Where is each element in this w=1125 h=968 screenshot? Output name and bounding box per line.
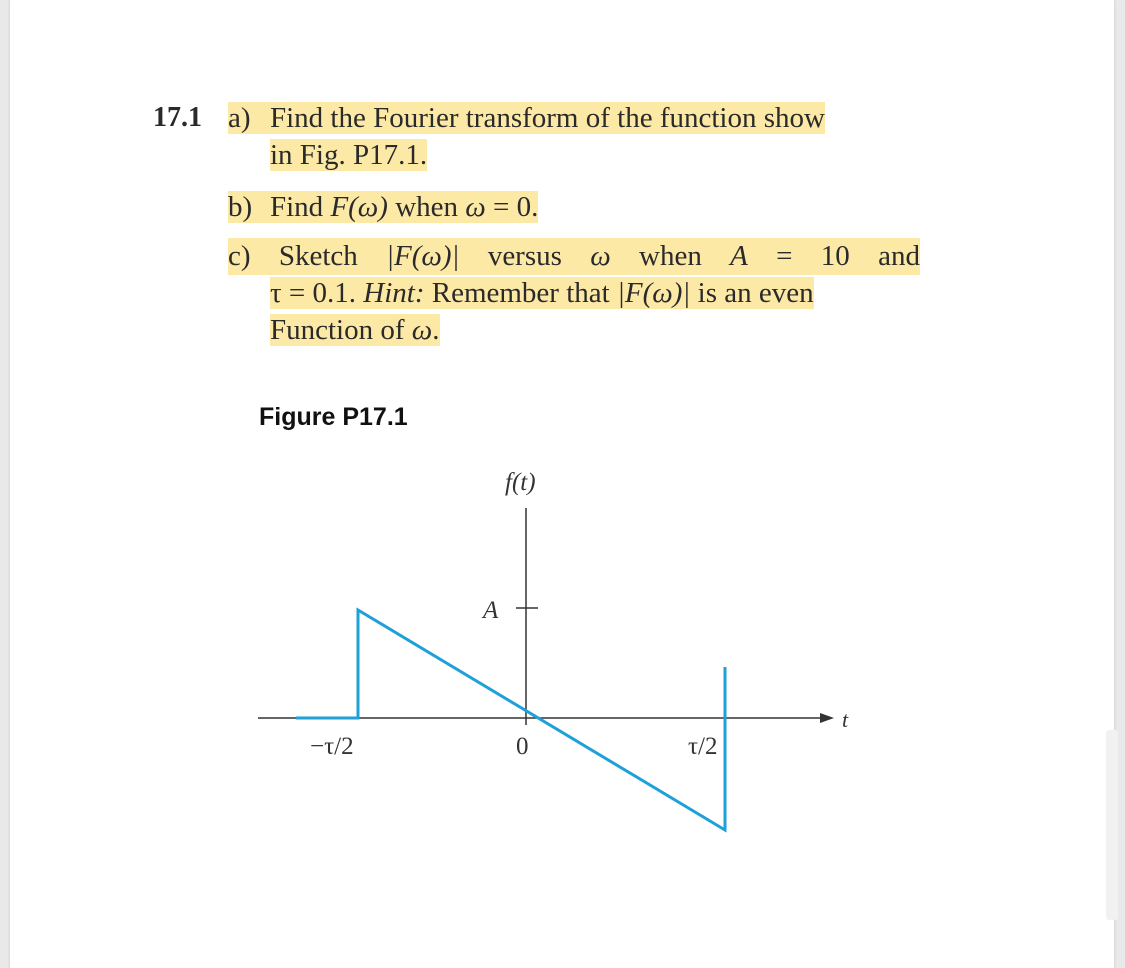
y-axis-label: f(t) xyxy=(505,469,536,496)
figure-title: Figure P17.1 xyxy=(259,403,408,431)
part-b-func: F(ω) xyxy=(330,191,388,223)
part-b-label: b) xyxy=(228,191,253,223)
tick-pos-half-tau: τ/2 xyxy=(688,733,718,760)
part-c-hint: Hint: xyxy=(363,277,425,309)
part-b-suffix: = 0. xyxy=(485,191,539,223)
part-c-word: and xyxy=(878,240,920,272)
part-c-line2-func: |F(ω)| xyxy=(616,277,691,309)
part-a-label: a) xyxy=(228,102,251,134)
problem-number: 17.1 xyxy=(153,102,202,133)
part-a-line1: Find the Fourier transform of the function show xyxy=(270,102,825,134)
part-c-word: Sketch xyxy=(278,240,358,272)
part-c-line3-prefix: Function of xyxy=(270,314,412,346)
part-c-label: c) xyxy=(228,240,251,272)
part-c-word-10: 10 xyxy=(820,240,850,272)
part-c-line3-suffix: . xyxy=(432,314,440,346)
x-axis-arrow xyxy=(820,713,834,723)
tick-zero: 0 xyxy=(516,733,529,760)
part-c-line2-mid: Remember that xyxy=(424,277,617,309)
part-c-line3-omega: ω xyxy=(411,314,433,346)
part-b-text-mid: when xyxy=(387,191,466,223)
part-c-word-omega: ω xyxy=(590,240,611,272)
tick-neg-half-tau: −τ/2 xyxy=(310,733,354,760)
part-c-line2-suffix: is an even xyxy=(690,277,814,309)
part-c-word-func: |F(ω)| xyxy=(386,240,460,272)
part-c-word: when xyxy=(639,240,702,272)
part-a-line2: in Fig. P17.1. xyxy=(270,139,428,171)
amplitude-label: A xyxy=(483,597,499,624)
part-b-text: Find xyxy=(270,191,331,223)
part-b-omega: ω xyxy=(465,191,486,223)
x-axis-label: t xyxy=(842,707,849,732)
part-c-word-eq: = xyxy=(776,240,793,272)
part-c-line2-prefix: τ = 0.1. xyxy=(270,277,364,309)
part-c-word-a: A xyxy=(730,240,748,272)
signal-waveform xyxy=(296,610,725,830)
part-c-word: versus xyxy=(487,240,562,272)
